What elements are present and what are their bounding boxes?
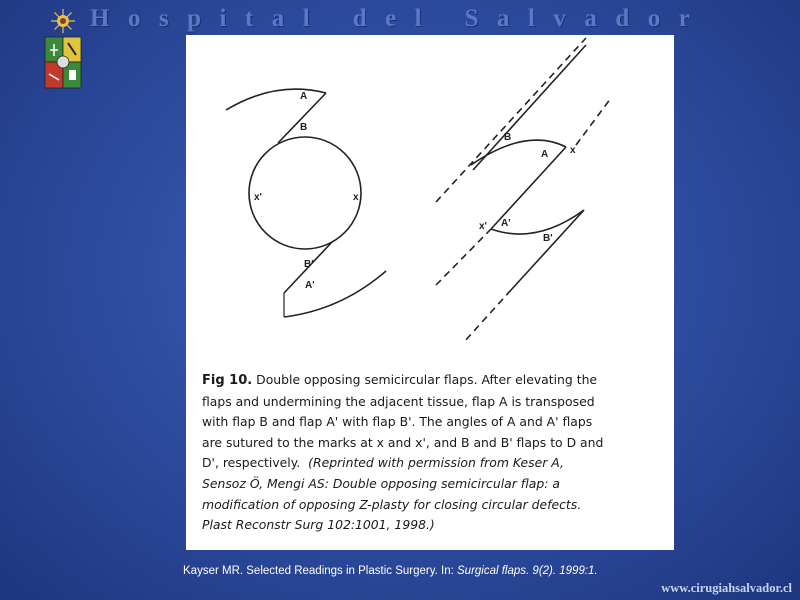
title-letter: l (302, 5, 310, 32)
title-letter: a (271, 5, 285, 32)
hospital-title (90, 4, 690, 34)
figure-panel (186, 35, 674, 550)
caption-text: Double opposing semicircular flaps. After elevating the (256, 372, 598, 387)
figure-caption (202, 370, 654, 536)
title-letter: a (496, 5, 510, 32)
citation-text: Kayser MR. Selected Readings in Plastic Surgery. In: (183, 565, 454, 577)
right-label-b: B (504, 132, 512, 143)
title-letter: p (187, 5, 202, 32)
title-letter: H (90, 5, 110, 32)
title-letter: a (584, 5, 597, 32)
title-letter: l (414, 5, 422, 32)
caption-text: D', respectively. (202, 455, 301, 471)
title-letter: s (158, 5, 169, 32)
label-x-prime: x' (254, 192, 262, 203)
caption-italic: (Reprinted with permission from Keser A, (308, 455, 564, 471)
right-label-a-prime: A' (501, 218, 511, 229)
label-a-prime: A' (305, 280, 315, 291)
upper-right-dashed (576, 98, 611, 145)
label-x: x (353, 192, 359, 203)
right-label-x-prime: x' (479, 221, 487, 232)
lower-solid-line (511, 210, 584, 290)
title-letter: t (244, 5, 254, 32)
middle-dashed-line (436, 229, 491, 285)
caption-line-8: Plast Reconstr Surg 102:1001, 1998.) (202, 517, 435, 533)
sun-emblem-icon (51, 9, 75, 33)
right-label-b-prime: B' (543, 233, 553, 244)
title-letter: v (553, 5, 566, 32)
upper-dashed-line (436, 38, 586, 202)
website-url: www.cirugiahsalvador.cl (661, 581, 792, 595)
title-letter: d (352, 5, 367, 32)
title-letter: o (647, 5, 661, 32)
label-b: B (300, 122, 308, 133)
defect-circle (249, 137, 361, 249)
university-shield-icon (40, 8, 86, 90)
label-b-prime: B' (304, 259, 314, 270)
title-letter: S (464, 5, 479, 32)
title-letter: o (127, 5, 141, 32)
flap-diagram (186, 35, 674, 365)
right-upper-flap-arc (471, 140, 566, 165)
caption-line-5 (202, 453, 654, 474)
right-label-a: A (541, 149, 549, 160)
right-middle-line (491, 147, 566, 229)
shield-icon (45, 37, 81, 88)
caption-line-6: Sensoz Ö, Mengi AS: Double opposing semicircular flap: a (202, 475, 560, 491)
caption-line-1 (202, 370, 654, 392)
lower-dashed-line (464, 290, 511, 342)
citation-italic: Surgical flaps. 9(2). 1999:1. (457, 565, 598, 577)
caption-line-7: modification of opposing Z-plasty for closing circular defects. (202, 496, 582, 512)
label-a: A (300, 91, 308, 102)
caption-line-2: flaps and undermining the adjacent tissue, flap A is transposed (202, 393, 595, 409)
figure-label: Fig 10. (202, 373, 253, 388)
title-letter: e (385, 5, 397, 32)
title-letter: d (615, 5, 630, 32)
upper-flap-arc (226, 89, 326, 110)
title-letter: l (527, 5, 535, 32)
caption-line-4: are sutured to the marks at x and x', and B and B' flaps to D and (202, 434, 604, 450)
right-label-x: x (570, 145, 576, 156)
caption-line-3: with flap B and flap A' with flap B'. The angles of A and A' flaps (202, 414, 593, 430)
title-letter: r (678, 5, 690, 32)
citation (183, 565, 663, 577)
title-letter: i (219, 5, 227, 32)
